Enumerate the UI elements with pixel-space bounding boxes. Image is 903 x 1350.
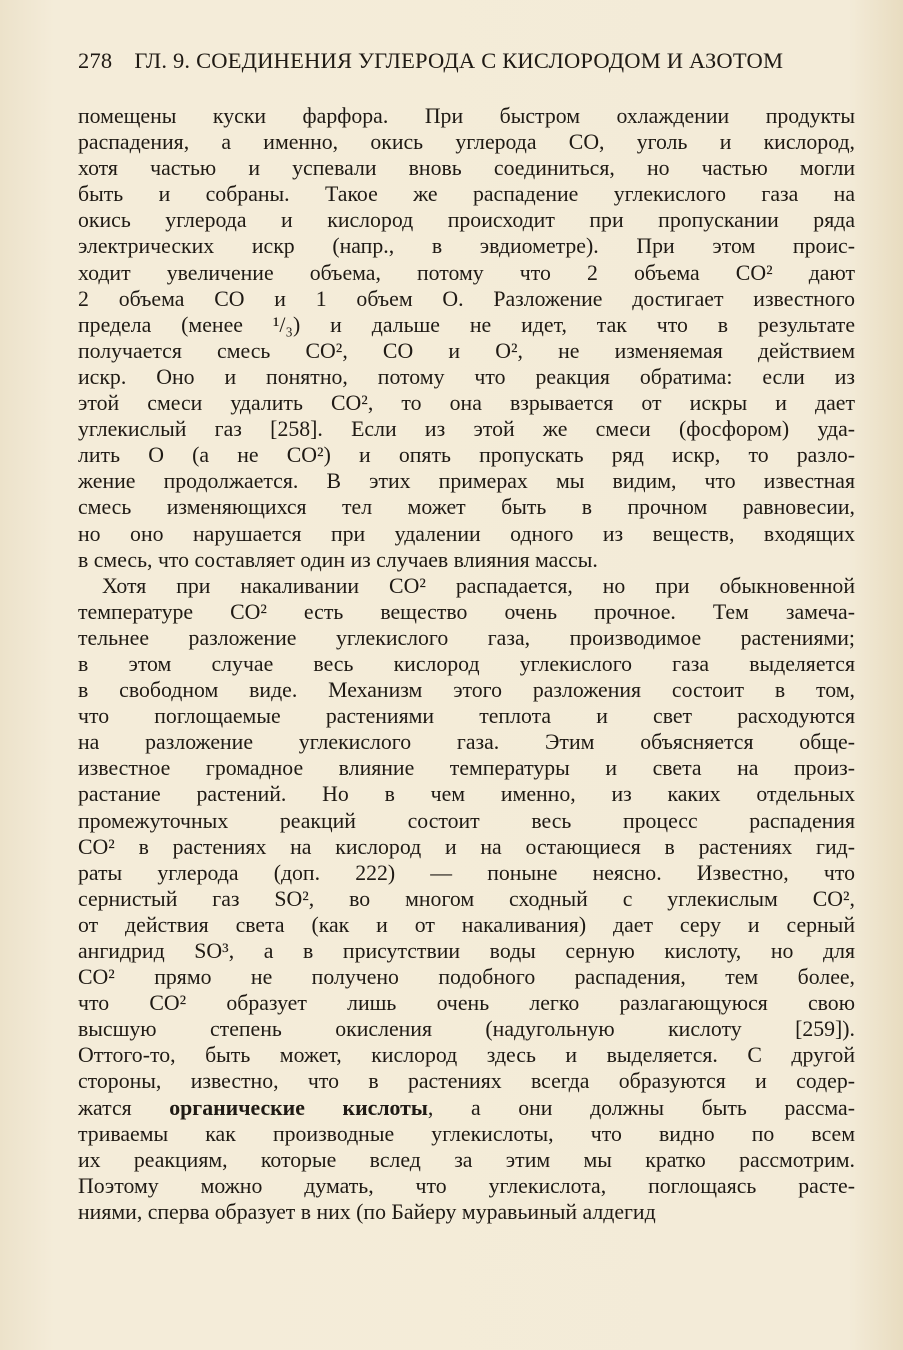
text-line: на разложение углекислого газа. Этим объясняется обще- bbox=[78, 730, 855, 755]
text-line: триваемы как производные углекислоты, что видно по всем bbox=[78, 1121, 855, 1146]
text-line: Хотя при накаливании СО² распадается, но при обыкновенной bbox=[102, 573, 855, 598]
text-span: , а они должны быть рассма- bbox=[427, 1095, 855, 1120]
text-line: высшую степень окисления (надугольную кислоту [259]). bbox=[78, 1017, 855, 1042]
text-line: Поэтому можно думать, что углекислота, поглощаясь расте- bbox=[78, 1173, 855, 1198]
text-line: углекислый газ [258]. Если из этой же смеси (фосфором) уда- bbox=[78, 417, 855, 442]
text-line: температуре СО² есть вещество очень прочное. Тем замеча- bbox=[78, 599, 855, 624]
text-line: распадения, а именно, окись углерода СО, уголь и кислород, bbox=[78, 130, 855, 155]
text-line: ходит увеличение объема, потому что 2 объема СО² дают bbox=[78, 260, 855, 285]
text-line: лить О (а не СО²) и опять пропускать ряд искр, то разло- bbox=[78, 443, 855, 468]
text-line: известное громадное влияние температуры и света на произ- bbox=[78, 756, 855, 781]
text-line: Оттого-то, быть может, кислород здесь и выделяется. С другой bbox=[78, 1043, 855, 1068]
text-line: СО² прямо не получено подобного распадения, тем более, bbox=[78, 965, 855, 990]
text-line: от действия света (как и от накаливания) дает серу и серный bbox=[78, 912, 855, 937]
text-line: этой смеси удалить СО², то она взрывается от искры и дает bbox=[78, 391, 855, 416]
text-line: СО² в растениях на кислород и на остающиеся в растениях гид- bbox=[78, 834, 855, 859]
text-line: смесь изменяющихся тел может быть в прочном равновесии, bbox=[78, 495, 855, 520]
text-line: электрических искр (напр., в эвдиометре). При этом проис- bbox=[78, 234, 855, 259]
chapter-title: ГЛ. 9. СОЕДИНЕНИЯ УГЛЕРОДА С КИСЛОРОДОМ И АЗОТОМ bbox=[134, 48, 784, 73]
text-line: получается смесь СО², СО и О², не изменяемая действием bbox=[78, 338, 855, 363]
text-line: ангидрид SO³, а в присутствии воды серную кислоту, но для bbox=[78, 939, 855, 963]
text-line: промежуточных реакций состоит весь процесс распадения bbox=[78, 808, 855, 833]
text-span: жатся bbox=[78, 1095, 170, 1120]
text-line: в свободном виде. Механизм этого разложения состоит в том, bbox=[78, 678, 855, 703]
text-line: в этом случае весь кислород углекислого газа выделяется bbox=[78, 651, 855, 676]
running-header bbox=[78, 48, 861, 82]
paragraph-1 bbox=[78, 103, 855, 573]
text-line: тельнее разложение углекислого газа, производимое растениями; bbox=[78, 625, 855, 650]
text-line: окись углерода и кислород происходит при пропускании ряда bbox=[78, 208, 855, 233]
text-line: стороны, известно, что в растениях всегда образуются и содер- bbox=[78, 1069, 855, 1094]
text-line: 2 объема СО и 1 объем О. Разложение достигает известного bbox=[78, 286, 855, 311]
paragraph-2 bbox=[78, 573, 855, 1225]
text-line: помещены куски фарфора. При быстром охлаждении продукты bbox=[78, 104, 855, 128]
text-line: хотя частью и успевали вновь соединиться, но частью могли bbox=[78, 156, 855, 181]
emphasized-term: органические кислоты bbox=[169, 1095, 428, 1120]
text-line: искр. Оно и понятно, потому что реакция обратима: если из bbox=[78, 364, 855, 389]
text-line: раты углерода (доп. 222) — поныне неясно. Известно, что bbox=[78, 860, 855, 885]
text-line: растание растений. Но в чем именно, из каких отдельных bbox=[78, 782, 855, 807]
body-text bbox=[78, 103, 855, 1225]
page-number: 278 bbox=[78, 48, 113, 73]
text-line: но оно нарушается при удалении одного из веществ, входящих bbox=[78, 521, 855, 546]
text-line: ниями, сперва образует в них (по Байеру муравьиный алдегид bbox=[78, 1199, 656, 1224]
text-line: предела (менее ¹/₃) и дальше не идет, так что в результате bbox=[78, 312, 855, 337]
text-line-with-emphasis bbox=[78, 1095, 855, 1121]
text-line: сернистый газ SO², во многом сходный с углекислым СО², bbox=[78, 886, 855, 911]
text-line: в смесь, что составляет один из случаев влияния массы. bbox=[78, 547, 598, 572]
text-line: что СО² образует лишь очень легко разлагающуюся свою bbox=[78, 991, 855, 1016]
text-line: их реакциям, которые вслед за этим мы кратко рассмотрим. bbox=[78, 1147, 855, 1172]
text-line: быть и собраны. Такое же распадение углекислого газа на bbox=[78, 182, 855, 207]
text-line: что поглощаемые растениями теплота и свет расходуются bbox=[78, 704, 855, 729]
text-line: жение продолжается. В этих примерах мы видим, что известная bbox=[78, 469, 855, 494]
